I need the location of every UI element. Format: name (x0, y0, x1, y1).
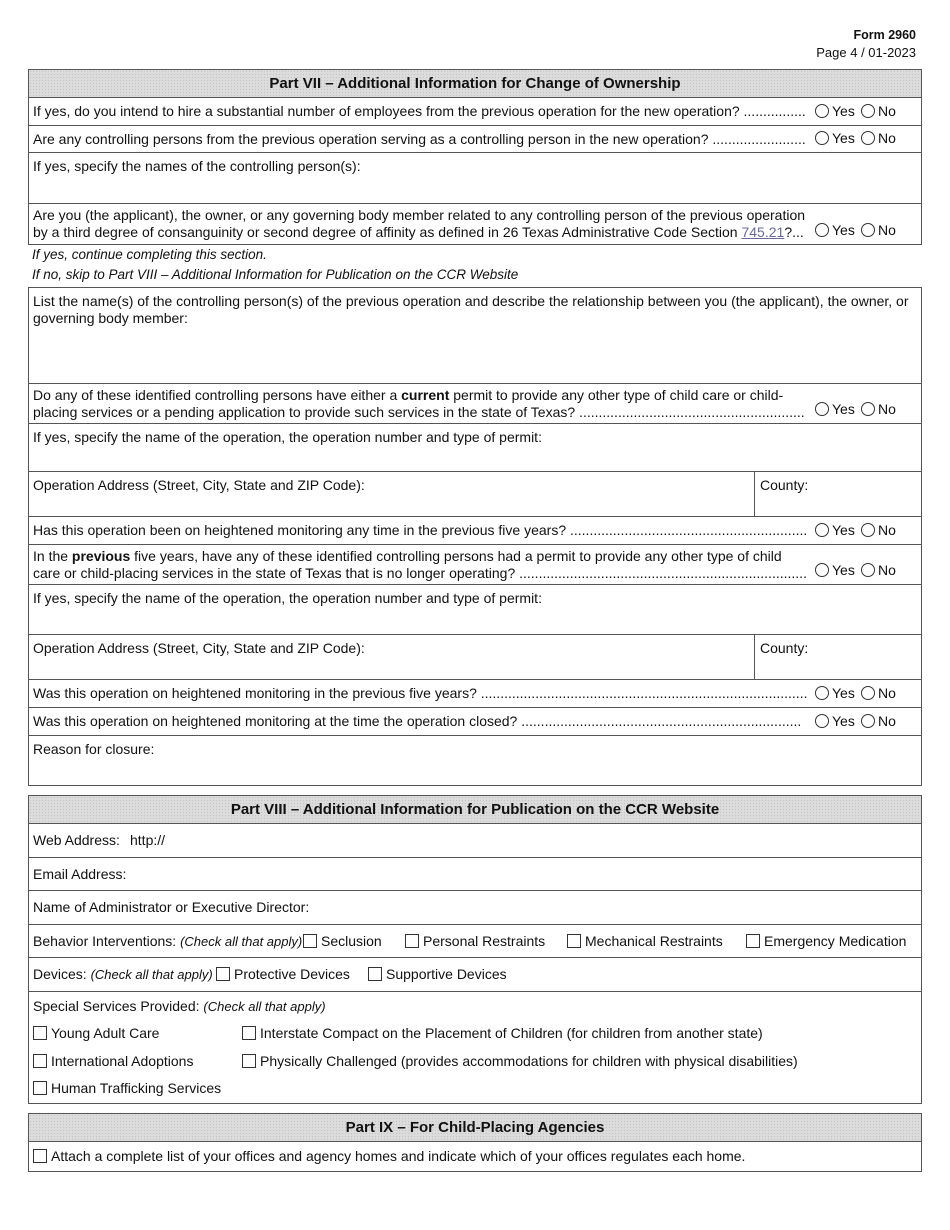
checkbox-icon[interactable] (216, 967, 230, 981)
special-international-adoptions[interactable] (33, 1053, 193, 1070)
checkbox-icon[interactable] (242, 1054, 256, 1068)
checkbox-icon[interactable] (33, 1054, 47, 1068)
divider (754, 472, 755, 516)
check-all-note: (Check all that apply) (90, 967, 213, 982)
q-related-text (33, 207, 805, 241)
radio-icon[interactable] (861, 131, 875, 145)
q-related-yes[interactable] (815, 222, 861, 239)
radio-icon[interactable] (815, 223, 829, 237)
q-previous-post: five years, have any of these identified controlling persons had a permit to provide any other type of child (130, 548, 782, 564)
attach-label: Attach a complete list of your offices and agency homes and indicate which of your offices regulates each home. (51, 1148, 746, 1164)
radio-icon[interactable] (861, 686, 875, 700)
radio-icon[interactable] (861, 523, 875, 537)
special-text: Special Services Provided: (33, 998, 200, 1014)
q-previous-row (29, 545, 921, 585)
yes-label: Yes (832, 685, 855, 701)
divider (754, 635, 755, 679)
specify-op2-label: If yes, specify the name of the operation, the operation number and type of permit: (33, 590, 542, 606)
devices-opt-label: Supportive Devices (386, 966, 507, 982)
q-related-no[interactable] (861, 222, 907, 239)
note-yes: If yes, continue completing this section. (32, 247, 267, 262)
checkbox-icon[interactable] (33, 1149, 47, 1163)
q-was-closed-row (29, 708, 921, 736)
radio-icon[interactable] (815, 131, 829, 145)
no-label: No (878, 685, 896, 701)
radio-icon[interactable] (861, 563, 875, 577)
special-opt-label: Physically Challenged (provides accommodations for children with physical disabilities) (260, 1053, 798, 1069)
devices-label (33, 966, 213, 983)
checkbox-icon[interactable] (567, 934, 581, 948)
behavior-opt-label: Seclusion (321, 933, 382, 949)
yes-label: Yes (832, 401, 855, 417)
county2-field[interactable]: County: (760, 640, 809, 656)
q-was-heightened-yes[interactable] (815, 685, 861, 702)
form-header (816, 28, 916, 60)
special-interstate-compact[interactable] (242, 1025, 763, 1042)
radio-icon[interactable] (861, 402, 875, 416)
radio-icon[interactable] (815, 714, 829, 728)
yes-label: Yes (832, 103, 855, 119)
admin-label: Name of Administrator or Executive Director: (33, 899, 310, 915)
q-current-pre: Do any of these identified controlling persons have either a (33, 387, 402, 403)
q-current-post: permit to provide any other type of child care or child- (449, 387, 784, 403)
q-related-yn (815, 222, 907, 239)
q-was-heightened-no[interactable] (861, 685, 907, 702)
radio-icon[interactable] (815, 402, 829, 416)
radio-icon[interactable] (861, 223, 875, 237)
q-controlling-row (29, 126, 921, 153)
part8-section (28, 795, 922, 1104)
check-all-note: (Check all that apply) (203, 999, 326, 1014)
radio-icon[interactable] (815, 686, 829, 700)
q-was-heightened-text: Was this operation on heightened monitoring in the previous five years? .................................................................................... (33, 685, 808, 701)
behavior-emergency-medication[interactable] (746, 933, 906, 950)
yes-label: Yes (832, 713, 855, 729)
radio-icon[interactable] (861, 104, 875, 118)
web-address-label: Web Address: (33, 832, 120, 848)
q-related-row (29, 204, 921, 244)
web-address-value[interactable]: http:// (130, 832, 166, 848)
op-address-field[interactable]: Operation Address (Street, City, State and ZIP Code): (33, 477, 365, 493)
q-heightened-row (29, 517, 921, 545)
behavior-label (33, 933, 302, 950)
q-previous-yes[interactable] (815, 562, 861, 579)
q-previous-bold: previous (71, 548, 131, 564)
page-info: Page 4 / 01-2023 (816, 45, 916, 60)
form-number: Form 2960 (853, 28, 916, 42)
part7-section (28, 69, 922, 245)
behavior-opt-label: Emergency Medication (764, 933, 907, 949)
q-was-heightened-yn (815, 685, 907, 702)
q-hire-yn (815, 103, 907, 120)
web-address-row[interactable] (29, 824, 921, 858)
special-physically-challenged[interactable] (242, 1053, 798, 1070)
q-previous-no[interactable] (861, 562, 907, 579)
checkbox-icon[interactable] (33, 1081, 47, 1095)
note-no: If no, skip to Part VIII – Additional Information for Publication on the CCR Website (32, 267, 519, 282)
q-current-bold: current (401, 387, 450, 403)
special-young-adult[interactable] (33, 1025, 159, 1042)
radio-icon[interactable] (815, 523, 829, 537)
q-hire-yes[interactable] (815, 103, 861, 120)
special-opt-label: International Adoptions (51, 1053, 194, 1069)
q-related-line2: by a third degree of consanguinity or second degree of affinity as defined in 26 Texas Administrative Code Section (33, 224, 742, 240)
part7-title: Part VII – Additional Information for Change of Ownership (29, 70, 921, 98)
q-current-line2: placing services or a pending application to provide such services in the state of Texas? .......................................................... (33, 404, 805, 420)
no-label: No (878, 562, 896, 578)
tac-link[interactable]: 745.21 (741, 224, 785, 240)
specify-op2-field[interactable] (29, 585, 921, 635)
no-label: No (878, 222, 896, 238)
q-hire-row (29, 98, 921, 126)
county-field[interactable]: County: (760, 477, 809, 493)
admin-row[interactable] (29, 891, 921, 925)
no-label: No (878, 401, 896, 417)
q-current-no[interactable] (861, 401, 907, 418)
specify-names-label: If yes, specify the names of the controlling person(s): (33, 158, 361, 174)
radio-icon[interactable] (861, 714, 875, 728)
list-names-label (33, 293, 909, 327)
no-label: No (878, 713, 896, 729)
special-opt-label: Interstate Compact on the Placement of Children (for children from another state) (260, 1025, 763, 1041)
op-address2-row (29, 635, 921, 680)
q-previous-text (33, 548, 807, 582)
q-current-row (29, 384, 921, 424)
q-was-closed-yn (815, 713, 907, 730)
behavior-personal-restraints[interactable] (405, 933, 545, 950)
behavior-text: Behavior Interventions: (33, 933, 177, 949)
special-label (33, 998, 326, 1015)
behavior-mechanical-restraints[interactable] (567, 933, 723, 950)
behavior-row (29, 925, 921, 958)
yes-label: Yes (832, 562, 855, 578)
reason-closure-field[interactable] (29, 736, 921, 785)
q-previous-pre: In the (33, 548, 72, 564)
part9-title: Part IX – For Child-Placing Agencies (29, 1114, 921, 1142)
q-current-yes[interactable] (815, 401, 861, 418)
q-current-text (33, 387, 805, 421)
q-controlling-yn (815, 130, 907, 147)
q-related-suffix: ?... (784, 224, 804, 240)
no-label: No (878, 130, 896, 146)
checkbox-icon[interactable] (242, 1026, 256, 1040)
special-services-row (29, 992, 921, 1103)
checkbox-icon[interactable] (405, 934, 419, 948)
check-all-note: (Check all that apply) (180, 934, 303, 949)
yes-label: Yes (832, 130, 855, 146)
op-address2-field[interactable]: Operation Address (Street, City, State and ZIP Code): (33, 640, 365, 656)
attach-list-checkbox[interactable] (33, 1148, 745, 1165)
devices-text: Devices: (33, 966, 87, 982)
behavior-opt-label: Personal Restraints (423, 933, 546, 949)
devices-protective[interactable] (216, 966, 350, 983)
special-human-trafficking[interactable] (33, 1080, 221, 1097)
q-hire-no[interactable] (861, 103, 907, 120)
reason-closure-label: Reason for closure: (33, 741, 155, 757)
special-opt-label: Young Adult Care (51, 1025, 160, 1041)
attach-row (29, 1142, 921, 1171)
checkbox-icon[interactable] (746, 934, 760, 948)
no-label: No (878, 103, 896, 119)
email-row[interactable] (29, 858, 921, 891)
checkbox-icon[interactable] (303, 934, 317, 948)
behavior-opt-label: Mechanical Restraints (585, 933, 723, 949)
special-opt-label: Human Trafficking Services (51, 1080, 222, 1096)
q-was-closed-no[interactable] (861, 713, 907, 730)
radio-icon[interactable] (815, 563, 829, 577)
q-controlling-no[interactable] (861, 130, 907, 147)
list-names-line1: List the name(s) of the controlling person(s) of the previous operation and describe the relationship between you (the applicant), the owner, or (33, 293, 909, 309)
q-heightened-yn (815, 522, 907, 539)
part9-section (28, 1113, 922, 1172)
q-heightened-yes[interactable] (815, 522, 861, 539)
q-controlling-yes[interactable] (815, 130, 861, 147)
list-names-field[interactable] (29, 288, 921, 384)
specify-names-field[interactable] (29, 153, 921, 204)
q-controlling-text: Are any controlling persons from the previous operation serving as a controlling person in the new operation? ........................ (33, 131, 806, 147)
checkbox-icon[interactable] (368, 967, 382, 981)
no-label: No (878, 522, 896, 538)
op-address-row (29, 472, 921, 517)
q-previous-yn (815, 562, 907, 579)
q-was-closed-text: Was this operation on heightened monitoring at the time the operation closed? ........................................................................ (33, 713, 802, 729)
q-related-line1: Are you (the applicant), the owner, or any governing body member related to any controlling person of the previous operation (33, 207, 806, 223)
devices-supportive[interactable] (368, 966, 507, 983)
yes-label: Yes (832, 522, 855, 538)
email-label: Email Address: (33, 866, 127, 882)
checkbox-icon[interactable] (33, 1026, 47, 1040)
q-was-heightened-row (29, 680, 921, 708)
q-previous-line2: care or child-placing services in the state of Texas that is no longer operating? .......................................................................... (33, 565, 807, 581)
q-heightened-text: Has this operation been on heightened monitoring any time in the previous five years? ............................................................. (33, 522, 808, 538)
part7-continued (28, 287, 922, 786)
q-hire-text: If yes, do you intend to hire a substantial number of employees from the previous operation for the new operation? ................ (33, 103, 806, 119)
devices-opt-label: Protective Devices (234, 966, 350, 982)
devices-row (29, 958, 921, 992)
q-heightened-no[interactable] (861, 522, 907, 539)
list-names-line2: governing body member: (33, 310, 188, 326)
yes-label: Yes (832, 222, 855, 238)
behavior-seclusion[interactable] (303, 933, 382, 950)
part8-title: Part VIII – Additional Information for Publication on the CCR Website (29, 796, 921, 824)
specify-op-label: If yes, specify the name of the operation, the operation number and type of permit: (33, 429, 542, 445)
q-current-yn (815, 401, 907, 418)
specify-op-field[interactable] (29, 424, 921, 472)
radio-icon[interactable] (815, 104, 829, 118)
q-was-closed-yes[interactable] (815, 713, 861, 730)
